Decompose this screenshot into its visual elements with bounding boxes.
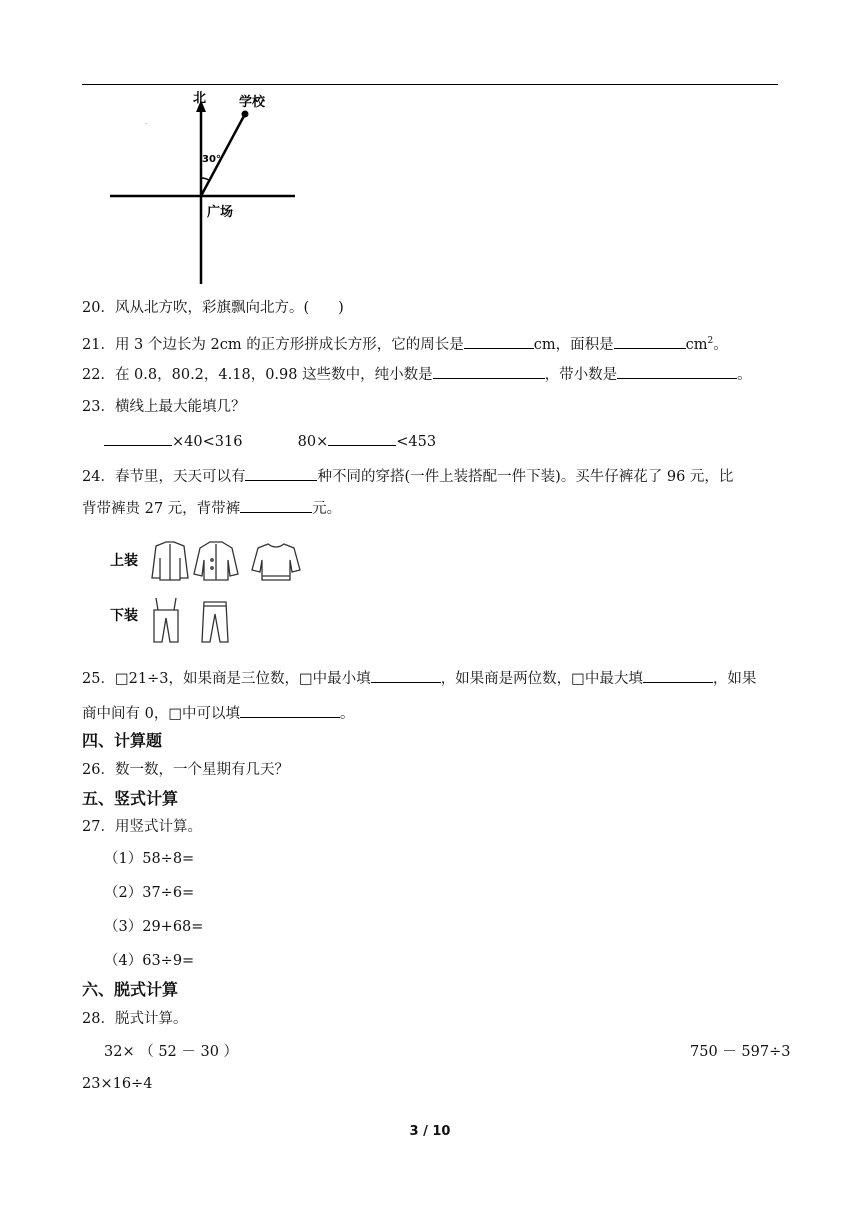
overalls-icon [154,598,178,642]
question-24: 24．春节里，天天可以有 种不同的穿搭(一件上装搭配一件下装)。买牛仔裤花了 96 元，比 [82,466,733,487]
section-6-title: 六、脱式计算 [82,980,179,999]
answer-blank[interactable] [614,334,686,349]
calc-item-2: （2）37÷6= [104,885,195,901]
jacket-icon [152,542,188,580]
direction-diagram [105,86,305,286]
question-22: 22．在 0.8，80.2，4.18，0.98 这些数中，纯小数是 ，带小数是 。 [82,364,752,385]
answer-blank[interactable] [245,466,317,481]
svg-text:·: · [145,120,148,128]
header-rule [82,84,778,85]
north-label: 北 [193,91,207,106]
answer-blank[interactable] [240,703,340,718]
question-21: 21．用 3 个边长为 2cm 的正方形拼成长方形，它的周长是 cm，面积是 $cm^2$。 [82,331,728,355]
school-label: 学校 [239,95,266,110]
question-28: 28．脱式计算。 [82,1011,188,1027]
page-number: 3 / 10 [409,1124,451,1139]
pants-icon [202,602,228,642]
expr-2: 750 － 597÷3 [690,1044,791,1060]
question-26: 26．数一数，一个星期有几天？ [82,762,289,778]
bottom-clothes-label: 下装 [110,608,138,624]
question-25-line2: 商中间有 0，□中可以填 。 [82,703,355,724]
question-24-line2: 背带裤贵 27 元，背带裤 元。 [82,498,341,519]
question-25: 25．□21÷3，如果商是三位数，□中最小填 ，如果商是两位数，□中最大填 ，如果 [82,668,756,689]
answer-blank[interactable] [643,668,713,683]
answer-blank[interactable] [328,431,396,446]
expr-1: 32× （ 52 － 30 ） [104,1044,239,1060]
question-27: 27．用竖式计算。 [82,819,202,835]
calc-item-3: （3）29+68= [104,919,204,935]
coat-icon [194,542,238,580]
answer-blank[interactable] [433,364,545,379]
square-label: 广场 [207,205,234,220]
sweater-icon [252,544,300,580]
question-23: 23．横线上最大能填几？ [82,399,246,415]
calc-item-4: （4）63÷9= [104,953,195,969]
top-clothes-label: 上装 [110,553,138,569]
question-23-exprs: ×40<316 80× <453 [104,431,436,452]
answer-blank[interactable] [371,668,441,683]
question-20: 20．风从北方吹，彩旗飘向北方。( ) [82,300,344,316]
clothing-illustration [108,538,318,648]
calc-item-1: （1）58÷8= [104,851,195,867]
answer-blank[interactable] [464,334,534,349]
angle-label: 30° [202,154,221,165]
section-5-title: 五、竖式计算 [82,789,179,808]
section-4-title: 四、计算题 [82,731,163,750]
answer-blank[interactable] [617,364,737,379]
answer-blank[interactable] [240,498,312,513]
answer-blank[interactable] [104,431,172,446]
expr-3: 23×16÷4 [82,1076,153,1092]
